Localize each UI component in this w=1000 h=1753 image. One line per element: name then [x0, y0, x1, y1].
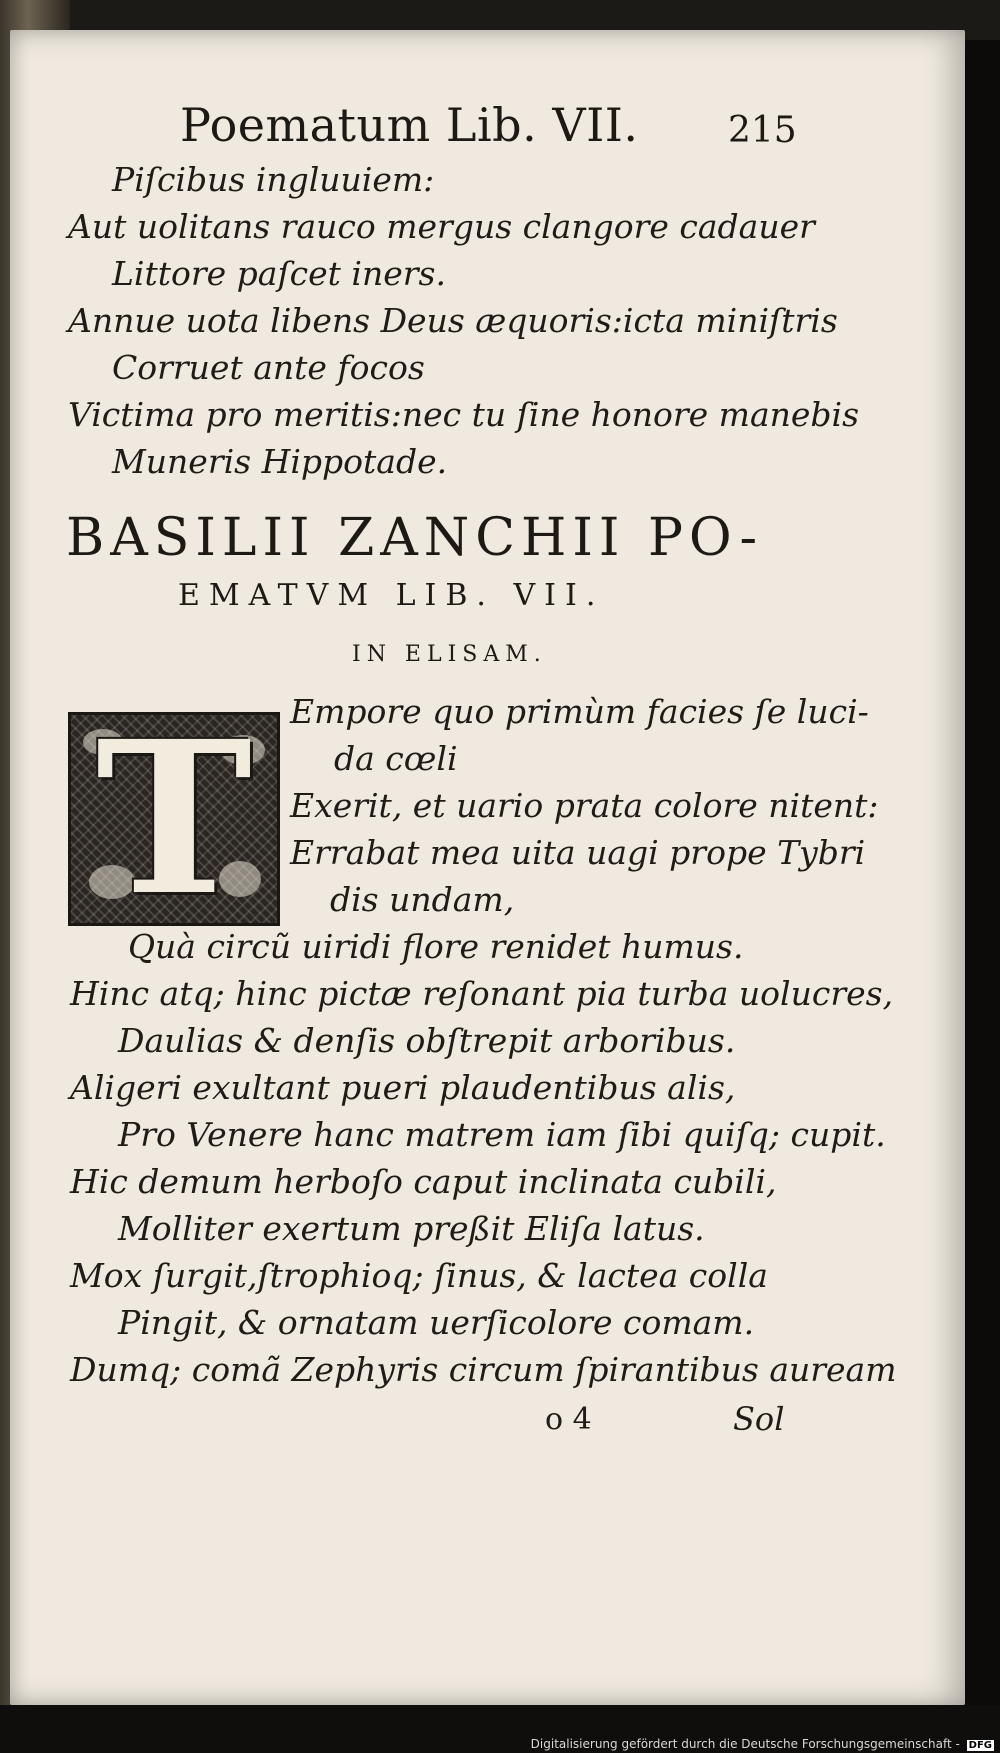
verse-line: Piſcibus ingluuiem:: [112, 160, 435, 199]
book-subtitle: EMATVM LIB. VII.: [178, 578, 605, 613]
verse-line: Pingit, & ornatam uerſicolore comam.: [118, 1303, 755, 1342]
verse-line: Mox ſurgit,ſtrophioq; ſinus, & lactea colla: [70, 1256, 768, 1295]
catchword: Sol: [733, 1400, 785, 1438]
verse-line: Annue uota libens Deus æquoris:icta miniſtris: [68, 301, 838, 340]
credit-text: Digitalisierung gefördert durch die Deutsche Forschungsgemeinschaft -: [530, 1737, 960, 1751]
book-title: BASILII ZANCHII PO-: [66, 508, 764, 568]
digitization-credit: [531, 1737, 994, 1751]
verse-line: Muneris Hippotade.: [112, 442, 448, 481]
dfg-logo: DFG: [968, 1740, 992, 1751]
verse-line: Molliter exertum preßit Eliſa latus.: [118, 1209, 705, 1248]
running-head: Poematum Lib. VII.: [180, 98, 639, 152]
poem-title: IN ELISAM.: [352, 642, 547, 667]
verse-line: Hinc atq; hinc pictæ reſonant pia turba uolucres,: [70, 974, 894, 1013]
verse-line: Hic demum herboſo caput inclinata cubili,: [70, 1162, 777, 1201]
signature-mark: o 4: [545, 1402, 592, 1437]
page-number: 215: [728, 110, 797, 151]
verse-line: Littore paſcet iners.: [112, 254, 446, 293]
verse-line: Aligeri exultant pueri plaudentibus alis,: [70, 1068, 736, 1107]
verse-line: dis undam,: [330, 880, 515, 919]
verse-line: Pro Venere hanc matrem iam ſibi quiſq; cupit.: [118, 1115, 886, 1154]
verse-line: Errabat mea uita uagi prope Tybri: [290, 833, 866, 872]
initial-letter: T: [95, 712, 253, 926]
page-edge-shadow: [965, 40, 1000, 1705]
verse-line: Corruet ante focos: [112, 348, 425, 387]
verse-line: da cœli: [334, 739, 458, 778]
verse-line: Empore quo primùm facies ſe luci-: [290, 692, 869, 731]
verse-line: Daulias & denſis obſtrepit arboribus.: [118, 1021, 736, 1060]
decorated-initial: [68, 712, 280, 926]
verse-line: Exerit, et uario prata colore nitent:: [290, 786, 879, 825]
verse-line: Dumq; comã Zephyris circum ſpirantibus auream: [70, 1350, 897, 1389]
verse-line: Aut uolitans rauco mergus clangore cadauer: [68, 207, 815, 246]
verse-line: Quà circũ uiridi flore renidet humus.: [128, 927, 744, 966]
verse-line: Victima pro meritis:nec tu ſine honore manebis: [68, 395, 860, 434]
